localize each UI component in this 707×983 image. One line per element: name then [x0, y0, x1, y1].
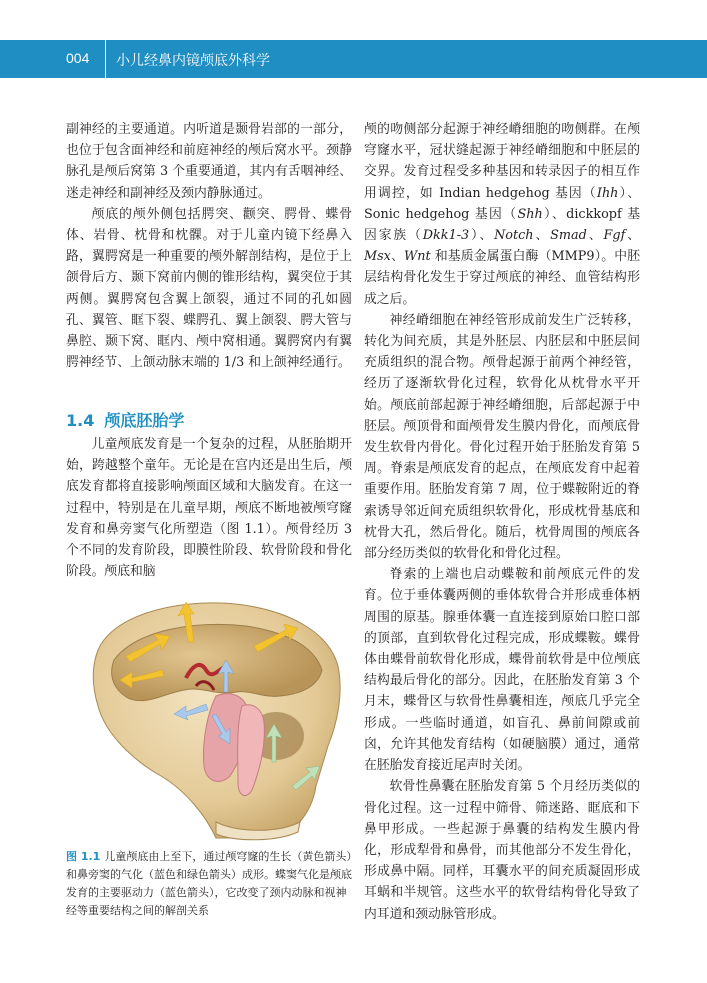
- gene-name: Wnt: [404, 249, 431, 265]
- header-divider: [105, 40, 106, 78]
- section-number: 1.4: [66, 411, 95, 430]
- gene-name: Shh: [517, 206, 543, 222]
- text-run: ）、dickkopf 基因家族（: [364, 206, 640, 244]
- figure-caption: [66, 848, 354, 920]
- left-column-body: [66, 434, 352, 582]
- text-run: 、: [390, 249, 405, 265]
- figure-label: 图 1.1: [66, 850, 101, 863]
- gene-name: Fgf: [603, 228, 626, 244]
- section-heading: [66, 408, 352, 431]
- text-run: 、: [586, 228, 604, 244]
- text-run: 颅的吻侧部分起源于神经嵴细胞的吻侧群。在颅穹窿水平，冠状缝起源于神经嵴细胞和中胚层的交界。发育过程受多种基因和转录因子的相互作用调控，如 Indian hedgehog 基因（: [364, 122, 640, 201]
- section-title: 颅底胚胎学: [104, 411, 185, 430]
- gene-name: Smad: [550, 228, 587, 244]
- gene-name: Dkk1-3: [422, 228, 470, 244]
- paragraph: 儿童颅底发育是一个复杂的过程，从胚胎期开始，跨越整个童年。无论是在宫内还是出生后，颅底发育都将直接影响颅面区域和大脑发育。在这一过程中，特别是在儿童早期，颅底不断地被颅穹窿发育和鼻旁窦气化所塑造（图 1.1）。颅骨经历 3 个不同的发育阶段，即膜性阶段、软骨阶段和骨化阶段。颅底和脑: [66, 437, 352, 580]
- text-run: ）、Sonic hedgehog 基因（: [364, 185, 640, 222]
- skull-illustration: [66, 586, 356, 842]
- right-column: [364, 119, 640, 925]
- left-column-top: [66, 119, 352, 373]
- skull-figure-svg: [66, 586, 356, 842]
- gene-name: Notch: [494, 228, 534, 244]
- gene-name: Msx: [364, 249, 391, 265]
- paragraph: 颅底的颅外侧包括腭突、颧突、腭骨、蝶骨体、岩骨、枕骨和枕髁。对于儿童内镜下经鼻入路，翼腭窝是一种重要的颅外解剖结构，是位于上颌骨后方、颞下窝前内侧的锥形结构，翼突位于其两侧。翼腭窝包含翼上颌裂，通过不同的孔如圆孔、翼管、眶下裂、蝶腭孔、翼上颌裂、腭大管与鼻腔、颞下窝、眶内、颅中窝相通。翼腭窝内有翼腭神经节、上颌动脉末端的 1/3 和上颌神经通行。: [66, 206, 352, 371]
- gene-name: Ihh: [596, 185, 619, 201]
- paragraph: 软骨性鼻囊在胚胎发育第 5 个月经历类似的骨化过程。这一过程中筛骨、筛迷路、眶底和下鼻甲形成。一些起源于鼻囊的结构发生膜内骨化，形成犁骨和鼻骨，而其他部分不发生骨化，形成鼻中隔。同样，耳囊水平的间充质凝固形成耳蜗和半规管。这些水平的软骨结构骨化导致了内耳道和颈动脉管形成。: [364, 779, 640, 922]
- paragraph: 神经嵴细胞在神经管形成前发生广泛转移，转化为间充质，其是外胚层、内胚层和中胚层间充质组织的混合物。颅骨起源于前两个神经管，经历了逐渐软骨化过程，软骨化从枕骨水平开始。颅底前部起源于神经嵴细胞，后部起源于中胚层。颅顶骨和面颅骨发生膜内骨化，而颅底骨发生软骨内骨化。骨化过程开始于胚胎发育第 5 周。脊索是颅底发育的起点，在颅底发育中起着重要作用。胚胎发育第 7 周，位于蝶鞍附近的脊索诱导邻近间充质组织软骨化，形成枕骨基底和枕骨大孔，然后骨化。随后，枕骨周围的颅底各部分经历类似的软骨化和骨化过程。: [364, 312, 640, 562]
- page-header: [0, 40, 707, 78]
- page-number: 004: [66, 50, 90, 66]
- paragraph-genes: [364, 119, 640, 310]
- paragraph: 副神经的主要通道。内听道是颞骨岩部的一部分，也位于包含面神经和前庭神经的颅后窝水平。颈静脉孔是颅后窝第 3 个重要通道，其内有舌咽神经、迷走神经和副神经及颈内静脉通过。: [66, 122, 352, 201]
- paragraph: 脊索的上端也启动蝶鞍和前颅底元件的发育。位于垂体囊两侧的垂体软骨合并形成垂体柄周围的原基。腺垂体囊一直连接到原始口腔口部的顶部，直到软骨化过程完成，形成蝶鞍。蝶骨体由蝶骨前软骨化形成，蝶骨前软骨是中位颅底结构最后骨化的部分。因此，在胚胎发育第 3 个月末，蝶骨区与软骨性鼻囊相连，颅底几乎完全形成。一些临时通道，如盲孔、鼻前间隙或前囟，允许其他发育结构（如硬脑膜）通过，通常在胚胎发育接近尾声时关闭。: [364, 567, 640, 774]
- figure-caption-text: 儿童颅底由上至下，通过颅穹窿的生长（黄色箭头）和鼻旁窦的气化（蓝色和绿色箭头）成形。蝶窦气化是颅底发育的主要驱动力（蓝色箭头），它改变了颈内动脉和视神经等重要结构之间的解剖关系: [66, 850, 352, 917]
- text-run: ）、: [469, 228, 495, 244]
- text-run: 和基质金属蛋白酶（MMP9）。中胚层结构骨化发生于穿过颅底的神经、血管结构形成之后。: [364, 249, 640, 307]
- text-run: 、: [625, 228, 641, 244]
- book-title: 小儿经鼻内镜颅底外科学: [116, 53, 270, 69]
- text-run: 、: [533, 228, 551, 244]
